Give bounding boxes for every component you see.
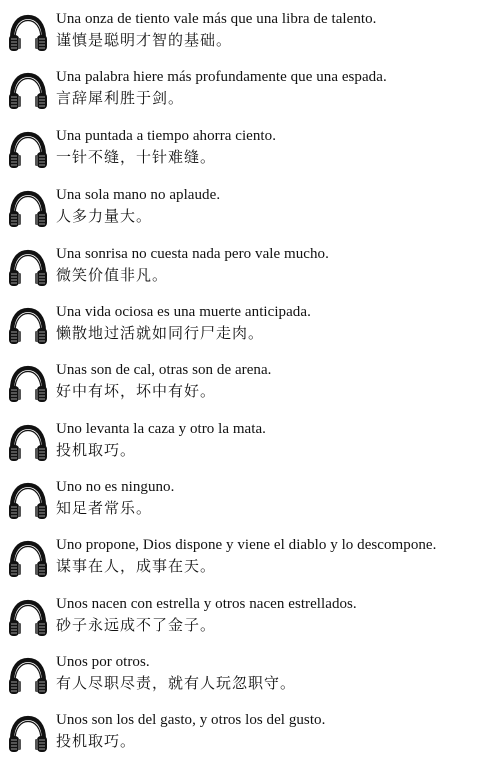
proverb-entry [0, 419, 500, 473]
chinese-translation: 人多力量大。 [56, 207, 153, 225]
proverb-entry [0, 244, 500, 298]
spanish-proverb: Unos nacen con estrella y otros nacen estrellados. [56, 596, 357, 612]
proverb-entry [0, 477, 500, 531]
headphones-icon[interactable] [6, 247, 50, 289]
proverb-entry [0, 9, 500, 63]
spanish-proverb: Uno levanta la caza y otro la mata. [56, 421, 266, 437]
chinese-translation: 谨慎是聪明才智的基础。 [56, 31, 233, 49]
spanish-proverb: Una onza de tiento vale más que una libra de talento. [56, 11, 377, 27]
chinese-translation: 言辞犀利胜于剑。 [56, 89, 185, 107]
chinese-translation: 谋事在人，成事在天。 [56, 557, 217, 575]
spanish-proverb: Una vida ociosa es una muerte anticipada. [56, 304, 311, 320]
headphones-icon[interactable] [6, 713, 50, 755]
spanish-proverb: Unos son los del gasto, y otros los del gusto. [56, 712, 326, 728]
headphones-icon[interactable] [6, 12, 50, 54]
chinese-translation: 微笑价值非凡。 [56, 266, 169, 284]
chinese-translation: 投机取巧。 [56, 732, 137, 750]
chinese-translation: 投机取巧。 [56, 441, 137, 459]
spanish-proverb: Uno propone, Dios dispone y viene el diablo y lo descompone. [56, 537, 437, 553]
headphones-icon[interactable] [6, 655, 50, 697]
proverb-entry [0, 710, 500, 764]
headphones-icon[interactable] [6, 597, 50, 639]
chinese-translation: 砂子永远成不了金子。 [56, 616, 217, 634]
spanish-proverb: Una puntada a tiempo ahorra ciento. [56, 128, 276, 144]
proverb-entry [0, 302, 500, 356]
chinese-translation: 知足者常乐。 [56, 499, 153, 517]
headphones-icon[interactable] [6, 363, 50, 405]
chinese-translation: 懒散地过活就如同行尸走肉。 [56, 324, 265, 342]
chinese-translation: 好中有坏，坏中有好。 [56, 382, 217, 400]
proverb-entry [0, 594, 500, 648]
spanish-proverb: Una sola mano no aplaude. [56, 187, 221, 203]
headphones-icon[interactable] [6, 538, 50, 580]
headphones-icon[interactable] [6, 480, 50, 522]
proverb-entry [0, 652, 500, 706]
headphones-icon[interactable] [6, 188, 50, 230]
headphones-icon[interactable] [6, 129, 50, 171]
proverb-entry [0, 535, 500, 589]
proverb-entry [0, 360, 500, 414]
spanish-proverb: Una palabra hiere más profundamente que una espada. [56, 69, 387, 85]
spanish-proverb: Unas son de cal, otras son de arena. [56, 362, 272, 378]
headphones-icon[interactable] [6, 422, 50, 464]
spanish-proverb: Unos por otros. [56, 654, 150, 670]
chinese-translation: 有人尽职尽责，就有人玩忽职守。 [56, 674, 297, 692]
headphones-icon[interactable] [6, 305, 50, 347]
chinese-translation: 一针不缝，十针难缝。 [56, 148, 217, 166]
spanish-proverb: Una sonrisa no cuesta nada pero vale mucho. [56, 246, 329, 262]
proverb-entry [0, 185, 500, 239]
proverb-entry [0, 126, 500, 180]
headphones-icon[interactable] [6, 70, 50, 112]
spanish-proverb: Uno no es ninguno. [56, 479, 175, 495]
proverb-entry [0, 67, 500, 121]
